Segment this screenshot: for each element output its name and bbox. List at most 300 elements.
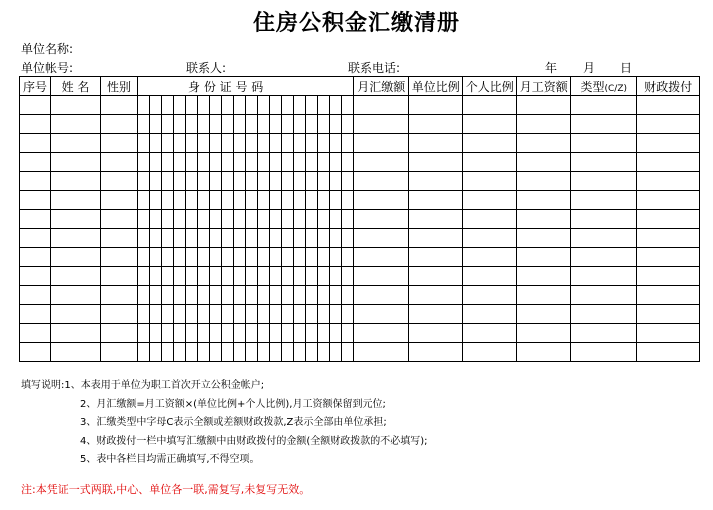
table-cell[interactable] [342, 172, 354, 191]
table-cell[interactable] [409, 324, 463, 343]
table-cell[interactable] [234, 134, 246, 153]
table-cell[interactable] [318, 324, 330, 343]
table-cell[interactable] [318, 153, 330, 172]
table-cell[interactable] [318, 305, 330, 324]
table-cell[interactable] [101, 191, 138, 210]
table-cell[interactable] [210, 210, 222, 229]
table-cell[interactable] [138, 305, 150, 324]
table-cell[interactable] [162, 96, 174, 115]
table-cell[interactable] [342, 115, 354, 134]
table-cell[interactable] [342, 191, 354, 210]
table-cell[interactable] [294, 210, 306, 229]
table-cell[interactable] [162, 172, 174, 191]
table-cell[interactable] [318, 191, 330, 210]
table-cell[interactable] [101, 324, 138, 343]
table-cell[interactable] [637, 153, 700, 172]
table-cell[interactable] [354, 248, 409, 267]
table-cell[interactable] [282, 305, 294, 324]
table-cell[interactable] [318, 286, 330, 305]
table-cell[interactable] [282, 286, 294, 305]
table-cell[interactable] [246, 115, 258, 134]
table-cell[interactable] [174, 343, 186, 362]
table-cell[interactable] [234, 267, 246, 286]
table-cell[interactable] [101, 248, 138, 267]
table-cell[interactable] [463, 248, 517, 267]
table-cell[interactable] [234, 172, 246, 191]
table-cell[interactable] [354, 191, 409, 210]
table-cell[interactable] [342, 229, 354, 248]
table-cell[interactable] [198, 153, 210, 172]
table-cell[interactable] [20, 115, 51, 134]
table-cell[interactable] [571, 96, 637, 115]
table-cell[interactable] [270, 267, 282, 286]
table-cell[interactable] [342, 96, 354, 115]
table-cell[interactable] [246, 267, 258, 286]
table-cell[interactable] [637, 286, 700, 305]
table-cell[interactable] [463, 229, 517, 248]
table-cell[interactable] [330, 324, 342, 343]
table-cell[interactable] [174, 134, 186, 153]
table-cell[interactable] [150, 267, 162, 286]
table-cell[interactable] [20, 267, 51, 286]
table-cell[interactable] [318, 172, 330, 191]
table-cell[interactable] [150, 134, 162, 153]
table-cell[interactable] [463, 134, 517, 153]
table-cell[interactable] [306, 210, 318, 229]
table-cell[interactable] [354, 229, 409, 248]
table-cell[interactable] [51, 210, 101, 229]
table-cell[interactable] [210, 172, 222, 191]
table-cell[interactable] [637, 324, 700, 343]
table-cell[interactable] [354, 96, 409, 115]
table-cell[interactable] [210, 115, 222, 134]
table-cell[interactable] [258, 324, 270, 343]
table-cell[interactable] [330, 343, 342, 362]
table-cell[interactable] [294, 305, 306, 324]
table-cell[interactable] [282, 229, 294, 248]
table-cell[interactable] [517, 191, 571, 210]
table-cell[interactable] [294, 96, 306, 115]
table-cell[interactable] [463, 191, 517, 210]
table-cell[interactable] [20, 210, 51, 229]
table-cell[interactable] [330, 267, 342, 286]
table-cell[interactable] [246, 172, 258, 191]
table-cell[interactable] [234, 305, 246, 324]
table-cell[interactable] [162, 305, 174, 324]
table-cell[interactable] [354, 286, 409, 305]
table-cell[interactable] [138, 172, 150, 191]
table-cell[interactable] [198, 324, 210, 343]
table-cell[interactable] [198, 267, 210, 286]
table-cell[interactable] [51, 229, 101, 248]
table-cell[interactable] [186, 191, 198, 210]
table-cell[interactable] [138, 96, 150, 115]
table-cell[interactable] [282, 153, 294, 172]
table-cell[interactable] [138, 153, 150, 172]
table-cell[interactable] [318, 115, 330, 134]
table-cell[interactable] [20, 134, 51, 153]
table-cell[interactable] [354, 115, 409, 134]
table-cell[interactable] [162, 191, 174, 210]
table-cell[interactable] [571, 324, 637, 343]
table-cell[interactable] [270, 134, 282, 153]
table-cell[interactable] [210, 191, 222, 210]
table-cell[interactable] [409, 286, 463, 305]
table-cell[interactable] [138, 191, 150, 210]
table-cell[interactable] [571, 229, 637, 248]
table-cell[interactable] [150, 210, 162, 229]
table-cell[interactable] [270, 248, 282, 267]
table-cell[interactable] [101, 134, 138, 153]
table-cell[interactable] [150, 286, 162, 305]
table-cell[interactable] [246, 210, 258, 229]
table-cell[interactable] [150, 324, 162, 343]
table-cell[interactable] [517, 172, 571, 191]
table-cell[interactable] [246, 343, 258, 362]
table-cell[interactable] [246, 324, 258, 343]
table-cell[interactable] [517, 134, 571, 153]
table-cell[interactable] [270, 191, 282, 210]
table-cell[interactable] [330, 96, 342, 115]
table-cell[interactable] [174, 305, 186, 324]
table-cell[interactable] [150, 96, 162, 115]
table-cell[interactable] [306, 229, 318, 248]
table-cell[interactable] [186, 248, 198, 267]
table-cell[interactable] [20, 191, 51, 210]
table-cell[interactable] [571, 172, 637, 191]
table-cell[interactable] [234, 210, 246, 229]
table-cell[interactable] [354, 343, 409, 362]
table-cell[interactable] [51, 324, 101, 343]
table-cell[interactable] [258, 248, 270, 267]
table-cell[interactable] [51, 267, 101, 286]
table-cell[interactable] [101, 153, 138, 172]
table-cell[interactable] [637, 172, 700, 191]
table-cell[interactable] [20, 286, 51, 305]
table-cell[interactable] [222, 134, 234, 153]
table-cell[interactable] [330, 286, 342, 305]
table-cell[interactable] [318, 248, 330, 267]
table-cell[interactable] [306, 248, 318, 267]
table-cell[interactable] [637, 267, 700, 286]
table-cell[interactable] [150, 153, 162, 172]
table-cell[interactable] [162, 248, 174, 267]
table-cell[interactable] [186, 172, 198, 191]
table-cell[interactable] [186, 115, 198, 134]
table-cell[interactable] [138, 286, 150, 305]
table-cell[interactable] [330, 134, 342, 153]
table-cell[interactable] [330, 172, 342, 191]
table-cell[interactable] [20, 172, 51, 191]
table-cell[interactable] [150, 343, 162, 362]
table-cell[interactable] [222, 343, 234, 362]
table-cell[interactable] [306, 153, 318, 172]
table-cell[interactable] [270, 96, 282, 115]
table-cell[interactable] [270, 153, 282, 172]
table-cell[interactable] [210, 96, 222, 115]
table-cell[interactable] [20, 153, 51, 172]
table-cell[interactable] [463, 343, 517, 362]
table-cell[interactable] [51, 305, 101, 324]
table-cell[interactable] [409, 115, 463, 134]
table-cell[interactable] [571, 191, 637, 210]
table-cell[interactable] [517, 267, 571, 286]
table-cell[interactable] [330, 305, 342, 324]
table-cell[interactable] [234, 115, 246, 134]
table-cell[interactable] [270, 115, 282, 134]
table-cell[interactable] [20, 229, 51, 248]
table-cell[interactable] [150, 172, 162, 191]
table-cell[interactable] [198, 172, 210, 191]
table-cell[interactable] [258, 153, 270, 172]
table-cell[interactable] [20, 248, 51, 267]
table-cell[interactable] [294, 172, 306, 191]
table-cell[interactable] [571, 115, 637, 134]
table-cell[interactable] [517, 343, 571, 362]
table-cell[interactable] [306, 324, 318, 343]
table-cell[interactable] [342, 210, 354, 229]
table-cell[interactable] [138, 343, 150, 362]
table-cell[interactable] [294, 229, 306, 248]
table-cell[interactable] [330, 210, 342, 229]
table-cell[interactable] [101, 115, 138, 134]
table-cell[interactable] [162, 267, 174, 286]
table-cell[interactable] [222, 172, 234, 191]
table-cell[interactable] [174, 286, 186, 305]
table-cell[interactable] [51, 115, 101, 134]
table-cell[interactable] [198, 248, 210, 267]
table-cell[interactable] [51, 134, 101, 153]
table-cell[interactable] [306, 134, 318, 153]
table-cell[interactable] [517, 96, 571, 115]
table-cell[interactable] [150, 115, 162, 134]
table-cell[interactable] [294, 343, 306, 362]
table-cell[interactable] [306, 286, 318, 305]
table-cell[interactable] [258, 229, 270, 248]
table-cell[interactable] [162, 210, 174, 229]
table-cell[interactable] [150, 305, 162, 324]
table-cell[interactable] [306, 172, 318, 191]
table-cell[interactable] [162, 153, 174, 172]
table-cell[interactable] [463, 153, 517, 172]
table-cell[interactable] [234, 248, 246, 267]
table-cell[interactable] [409, 96, 463, 115]
table-cell[interactable] [282, 210, 294, 229]
table-cell[interactable] [186, 324, 198, 343]
table-cell[interactable] [186, 267, 198, 286]
table-cell[interactable] [222, 248, 234, 267]
table-cell[interactable] [571, 210, 637, 229]
table-cell[interactable] [463, 324, 517, 343]
table-cell[interactable] [174, 153, 186, 172]
table-cell[interactable] [258, 210, 270, 229]
table-cell[interactable] [258, 115, 270, 134]
table-cell[interactable] [210, 286, 222, 305]
table-cell[interactable] [342, 343, 354, 362]
table-cell[interactable] [198, 96, 210, 115]
table-cell[interactable] [51, 343, 101, 362]
table-cell[interactable] [20, 343, 51, 362]
table-cell[interactable] [101, 229, 138, 248]
table-cell[interactable] [282, 115, 294, 134]
table-cell[interactable] [186, 153, 198, 172]
table-cell[interactable] [222, 115, 234, 134]
table-cell[interactable] [101, 343, 138, 362]
table-cell[interactable] [222, 229, 234, 248]
table-cell[interactable] [222, 305, 234, 324]
table-cell[interactable] [294, 191, 306, 210]
table-cell[interactable] [258, 267, 270, 286]
table-cell[interactable] [637, 115, 700, 134]
table-cell[interactable] [342, 248, 354, 267]
table-cell[interactable] [150, 191, 162, 210]
table-cell[interactable] [210, 248, 222, 267]
table-cell[interactable] [463, 172, 517, 191]
table-cell[interactable] [210, 305, 222, 324]
table-cell[interactable] [282, 324, 294, 343]
table-cell[interactable] [294, 286, 306, 305]
table-cell[interactable] [571, 134, 637, 153]
table-cell[interactable] [354, 210, 409, 229]
table-cell[interactable] [222, 210, 234, 229]
table-cell[interactable] [101, 172, 138, 191]
table-cell[interactable] [198, 210, 210, 229]
table-cell[interactable] [517, 210, 571, 229]
table-cell[interactable] [246, 134, 258, 153]
table-cell[interactable] [101, 267, 138, 286]
table-cell[interactable] [51, 286, 101, 305]
table-cell[interactable] [318, 229, 330, 248]
table-cell[interactable] [282, 191, 294, 210]
table-cell[interactable] [330, 229, 342, 248]
table-cell[interactable] [330, 115, 342, 134]
table-cell[interactable] [409, 305, 463, 324]
table-cell[interactable] [270, 305, 282, 324]
table-cell[interactable] [354, 134, 409, 153]
table-cell[interactable] [246, 305, 258, 324]
table-cell[interactable] [330, 191, 342, 210]
table-cell[interactable] [234, 229, 246, 248]
table-cell[interactable] [306, 96, 318, 115]
table-cell[interactable] [186, 305, 198, 324]
table-cell[interactable] [138, 134, 150, 153]
table-cell[interactable] [234, 191, 246, 210]
table-cell[interactable] [198, 134, 210, 153]
table-cell[interactable] [174, 115, 186, 134]
table-cell[interactable] [637, 343, 700, 362]
table-cell[interactable] [342, 267, 354, 286]
table-cell[interactable] [517, 248, 571, 267]
table-cell[interactable] [409, 248, 463, 267]
table-cell[interactable] [162, 343, 174, 362]
table-cell[interactable] [409, 134, 463, 153]
table-cell[interactable] [409, 229, 463, 248]
table-cell[interactable] [637, 210, 700, 229]
table-cell[interactable] [409, 172, 463, 191]
table-cell[interactable] [186, 134, 198, 153]
table-cell[interactable] [354, 267, 409, 286]
table-cell[interactable] [174, 172, 186, 191]
table-cell[interactable] [342, 134, 354, 153]
table-cell[interactable] [162, 134, 174, 153]
table-cell[interactable] [162, 229, 174, 248]
table-cell[interactable] [637, 134, 700, 153]
table-cell[interactable] [234, 96, 246, 115]
table-cell[interactable] [138, 267, 150, 286]
table-cell[interactable] [318, 96, 330, 115]
table-cell[interactable] [210, 267, 222, 286]
table-cell[interactable] [174, 191, 186, 210]
table-cell[interactable] [294, 134, 306, 153]
table-cell[interactable] [571, 153, 637, 172]
table-cell[interactable] [258, 305, 270, 324]
table-cell[interactable] [517, 286, 571, 305]
table-cell[interactable] [150, 248, 162, 267]
table-cell[interactable] [174, 210, 186, 229]
table-cell[interactable] [174, 248, 186, 267]
table-cell[interactable] [258, 134, 270, 153]
table-cell[interactable] [246, 96, 258, 115]
table-cell[interactable] [354, 324, 409, 343]
table-cell[interactable] [246, 286, 258, 305]
table-cell[interactable] [51, 248, 101, 267]
table-cell[interactable] [342, 324, 354, 343]
table-cell[interactable] [210, 229, 222, 248]
table-cell[interactable] [222, 96, 234, 115]
table-cell[interactable] [222, 286, 234, 305]
table-cell[interactable] [463, 267, 517, 286]
table-cell[interactable] [294, 324, 306, 343]
table-cell[interactable] [318, 210, 330, 229]
table-cell[interactable] [258, 191, 270, 210]
table-cell[interactable] [246, 229, 258, 248]
table-cell[interactable] [198, 305, 210, 324]
table-cell[interactable] [51, 153, 101, 172]
table-cell[interactable] [306, 343, 318, 362]
table-cell[interactable] [571, 305, 637, 324]
table-cell[interactable] [51, 191, 101, 210]
table-cell[interactable] [270, 286, 282, 305]
table-cell[interactable] [150, 229, 162, 248]
table-cell[interactable] [282, 343, 294, 362]
table-cell[interactable] [246, 248, 258, 267]
table-cell[interactable] [270, 172, 282, 191]
table-cell[interactable] [294, 115, 306, 134]
table-cell[interactable] [463, 115, 517, 134]
table-cell[interactable] [162, 286, 174, 305]
table-cell[interactable] [174, 229, 186, 248]
table-cell[interactable] [162, 324, 174, 343]
table-cell[interactable] [330, 153, 342, 172]
table-cell[interactable] [517, 229, 571, 248]
table-cell[interactable] [282, 267, 294, 286]
table-cell[interactable] [198, 286, 210, 305]
table-cell[interactable] [270, 324, 282, 343]
table-cell[interactable] [51, 172, 101, 191]
table-cell[interactable] [198, 229, 210, 248]
table-cell[interactable] [186, 96, 198, 115]
table-cell[interactable] [186, 210, 198, 229]
table-cell[interactable] [101, 210, 138, 229]
table-cell[interactable] [258, 286, 270, 305]
table-cell[interactable] [174, 324, 186, 343]
table-cell[interactable] [354, 172, 409, 191]
table-cell[interactable] [463, 210, 517, 229]
table-cell[interactable] [571, 248, 637, 267]
table-cell[interactable] [637, 229, 700, 248]
table-cell[interactable] [101, 286, 138, 305]
table-cell[interactable] [354, 153, 409, 172]
